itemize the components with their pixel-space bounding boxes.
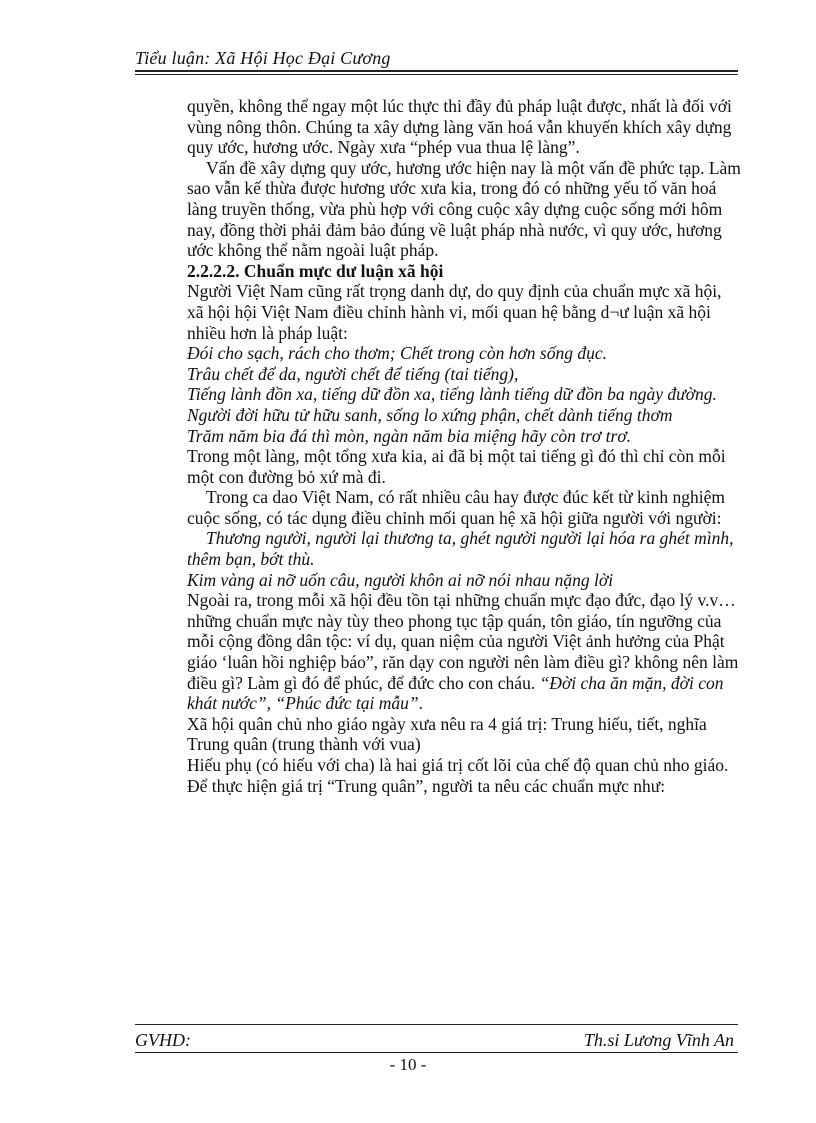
header-title: Tiểu luận: Xã Hội Học Đại Cương <box>135 48 391 68</box>
proverb: thêm bạn, bớt thù. <box>187 549 315 570</box>
paragraph: Trong ca dao Việt Nam, có rất nhiều câu hay được đúc kết từ kinh nghiệm cuộc sống, có tác dụng điều chỉnh mối quan hệ xã hội giữa người với người: <box>187 487 725 528</box>
paragraph: Xã hội quân chủ nho giáo ngày xưa nêu ra 4 giá trị: Trung hiếu, tiết, nghĩa <box>187 713 707 734</box>
footer-divider-bottom <box>135 1052 738 1053</box>
proverb: Trâu chết để da, người chết để tiếng (tai tiếng), <box>187 363 519 384</box>
proverb: Thương người, người lại thương ta, ghét người người lại hóa ra ghét mình, <box>206 528 734 549</box>
proverb: Tiếng lành đồn xa, tiếng dữ đồn xa, tiếng lành tiếng dữ đồn ba ngày đường. <box>187 384 717 405</box>
footer-advisor-name: Th.si Lương Vĩnh An <box>583 1030 734 1050</box>
footer-advisor-label: GVHD: <box>135 1030 191 1050</box>
period: . <box>418 693 423 714</box>
header-divider <box>135 70 738 75</box>
paragraph: Người Việt Nam cũng rất trọng danh dự, do quy định của chuẩn mực xã hội, xã hội hội Việt Nam điều chỉnh hành vi, mối quan hệ bằng d¬ư luận xã hội nhiều hơn là pháp luật: <box>187 281 722 343</box>
page-number: - 10 - <box>389 1055 427 1074</box>
footer-divider <box>135 1024 738 1025</box>
paragraph: Để thực hiện giá trị “Trung quân”, người ta nêu các chuẩn mực như: <box>187 775 666 796</box>
proverb: Trăm năm bia đá thì mòn, ngàn năm bia miệng hãy còn trơ trơ. <box>187 425 632 446</box>
proverb: Kim vàng ai nỡ uốn câu, người khôn ai nỡ nói nhau nặng lời <box>187 569 614 590</box>
paragraph: Hiếu phụ (có hiếu với cha) là hai giá trị cốt lõi của chế độ quan chủ nho giáo. <box>187 755 729 775</box>
paragraph: Vấn đề xây dựng quy ước, hương ước hiện nay là một vấn đề phức tạp. Làm sao vẫn kế thừa được hương ước xưa kia, trong đó có những yếu tố văn hoá làng truyền thống, vừa phù hợp với công cuộc xây dựng cuộc sống mới hôm nay, đồng thời phải đảm bảo đúng về luật pháp nhà nước, vì quy ước, hương ước không thể nằm ngoài luật pháp. <box>187 157 741 261</box>
proverb: Người đời hữu tử hữu sanh, sống lo xứng phận, chết dành tiếng thơm <box>187 404 673 425</box>
paragraph-text: Ngoài ra, trong mỗi xã hội đều tồn tại những chuẩn mực đạo đức, đạo lý v.v…những chuẩn mực này tùy theo phong tục tập quán, tôn giáo, tín ngưỡng của mỗi cộng đồng dân tộc: ví dụ, quan niệm của người Việt ảnh hưởng của Phật giáo ‘luân hồi nghiệp báo”, răn dạy con người nên làm điều gì? không nên làm điều gì? Làm gì đó để phúc, để đức cho con cháu. <box>187 590 739 693</box>
section-heading: 2.2.2.2. Chuẩn mực dư luận xã hội <box>187 260 444 281</box>
quote: “Đời cha ăn mặn, đời con khát nước”, “Phúc đức tại mẫu” <box>187 672 724 714</box>
paragraph <box>187 590 742 714</box>
paragraph: quyền, không thể ngay một lúc thực thi đầy đủ pháp luật được, nhất là đối với vùng nông thôn. Chúng ta xây dựng làng văn hoá vẫn khuyến khích xây dựng quy ước, hương ước. Ngày xưa “phép vua thua lệ làng”. <box>187 96 732 158</box>
document-body <box>187 96 742 796</box>
paragraph: Trung quân (trung thành với vua) <box>187 734 421 755</box>
paragraph: Trong một làng, một tổng xưa kia, ai đã bị một tai tiếng gì đó thì chỉ còn mỗi một con đường bỏ xứ mà đi. <box>187 446 726 487</box>
proverb: Đói cho sạch, rách cho thơm; Chết trong còn hơn sống đục. <box>187 343 607 364</box>
